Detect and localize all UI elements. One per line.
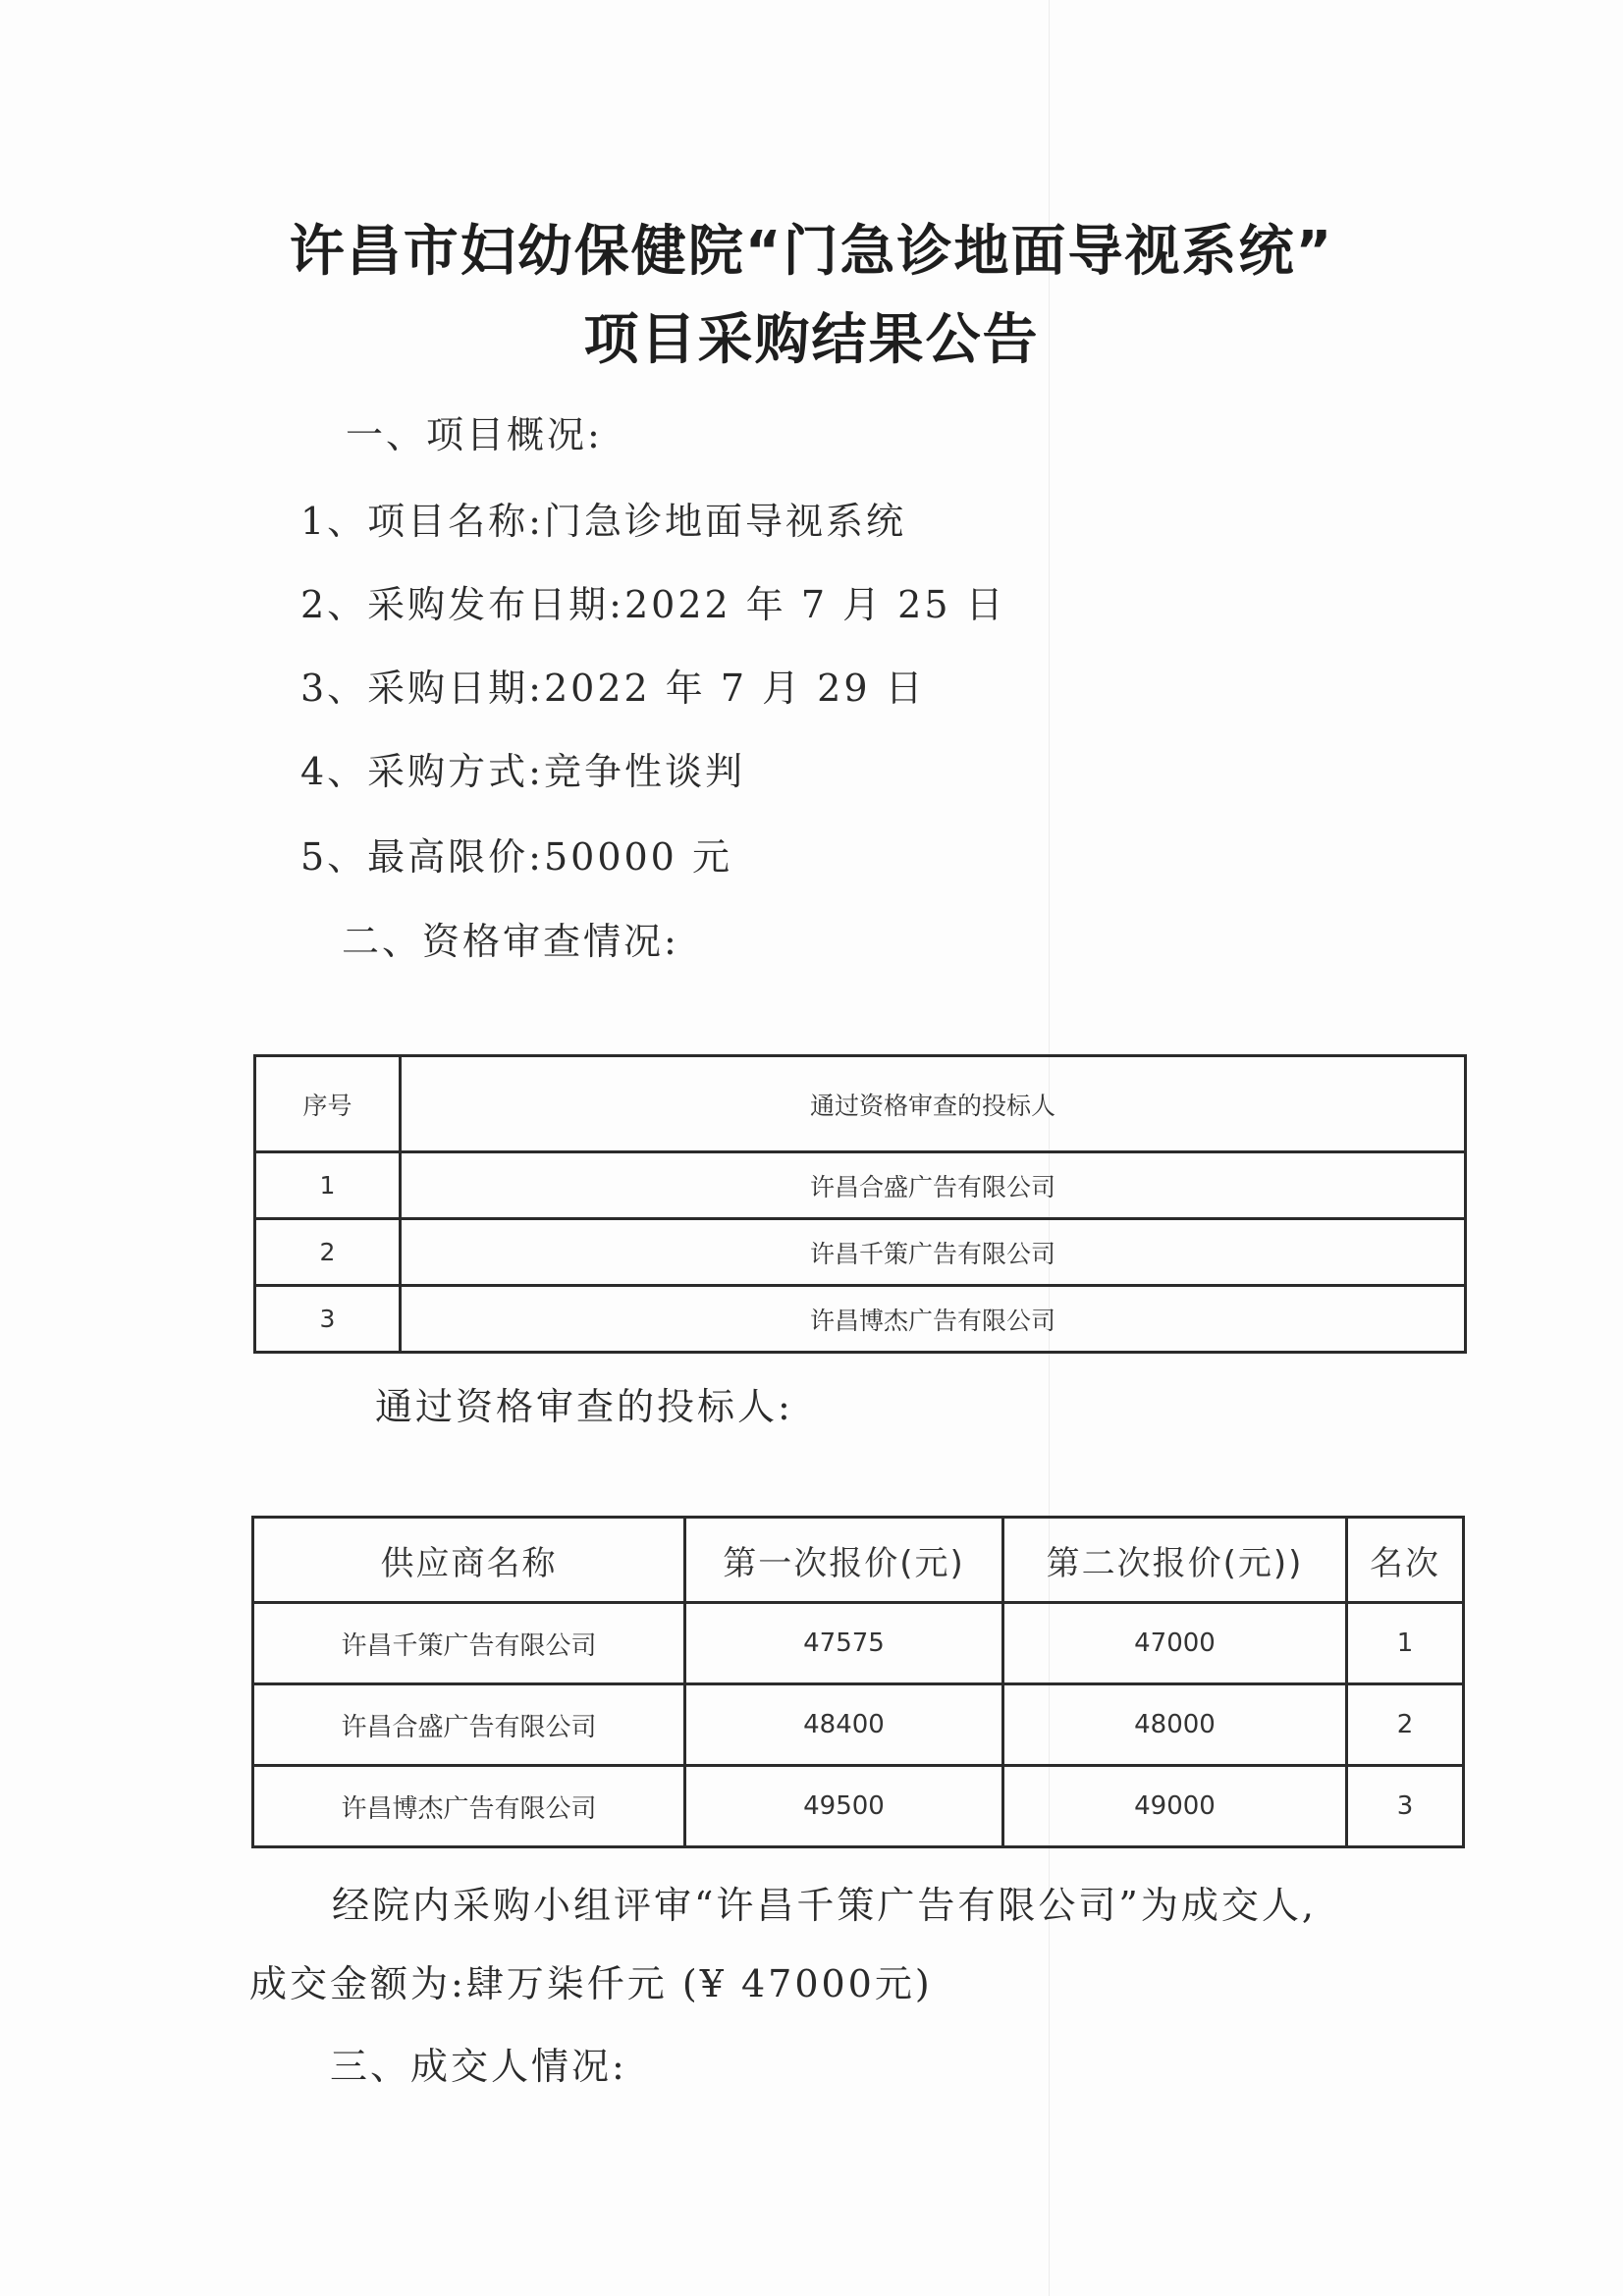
procurement-method: 4、采购方式:竞争性谈判	[300, 750, 745, 793]
header-qualified-bidder: 通过资格审查的投标人	[401, 1056, 1466, 1152]
table-row	[255, 1219, 1466, 1286]
contract-amount: 成交金额为:肆万柒仟元 (¥ 47000元)	[249, 1962, 933, 2005]
cell-bidder: 许昌博杰广告有限公司	[401, 1286, 1466, 1353]
cell-bidder: 许昌合盛广告有限公司	[401, 1152, 1466, 1219]
document-title-line2: 项目采购结果公告	[583, 308, 1040, 372]
cell-serial: 1	[255, 1152, 401, 1219]
table-header-row	[255, 1056, 1466, 1152]
cell-rank: 3	[1347, 1766, 1464, 1847]
header-first-quote: 第一次报价(元)	[685, 1518, 1003, 1603]
cell-first-quote: 49500	[685, 1766, 1003, 1847]
cell-supplier: 许昌千策广告有限公司	[253, 1603, 685, 1684]
cell-supplier: 许昌合盛广告有限公司	[253, 1684, 685, 1766]
cell-second-quote: 49000	[1003, 1766, 1347, 1847]
cell-first-quote: 47575	[685, 1603, 1003, 1684]
table-row	[255, 1286, 1466, 1353]
quotation-table	[251, 1516, 1465, 1848]
cell-supplier: 许昌博杰广告有限公司	[253, 1766, 685, 1847]
document-title-line1: 许昌市妇幼保健院“门急诊地面导视系统”	[289, 220, 1334, 284]
table-row	[255, 1152, 1466, 1219]
table-row	[253, 1766, 1464, 1847]
header-supplier: 供应商名称	[253, 1518, 685, 1603]
header-rank: 名次	[1347, 1518, 1464, 1603]
section1-heading: 一、项目概况:	[346, 413, 603, 456]
header-second-quote: 第二次报价(元))	[1003, 1518, 1347, 1603]
table-row	[253, 1684, 1464, 1766]
cell-rank: 1	[1347, 1603, 1464, 1684]
result-statement: 经院内采购小组评审“许昌千策广告有限公司”为成交人,	[332, 1884, 1317, 1927]
cell-serial: 3	[255, 1286, 401, 1353]
cell-second-quote: 47000	[1003, 1603, 1347, 1684]
qualification-table	[253, 1054, 1467, 1354]
cell-bidder: 许昌千策广告有限公司	[401, 1219, 1466, 1286]
cell-second-quote: 48000	[1003, 1684, 1347, 1766]
project-name: 1、项目名称:门急诊地面导视系统	[300, 500, 906, 543]
section3-heading: 三、成交人情况:	[330, 2045, 627, 2088]
table-header-row	[253, 1518, 1464, 1603]
cell-serial: 2	[255, 1219, 401, 1286]
cell-first-quote: 48400	[685, 1684, 1003, 1766]
cell-rank: 2	[1347, 1684, 1464, 1766]
header-serial: 序号	[255, 1056, 401, 1152]
section2-heading: 二、资格审查情况:	[342, 920, 679, 963]
price-ceiling: 5、最高限价:50000 元	[300, 835, 732, 879]
publish-date: 2、采购发布日期:2022 年 7 月 25 日	[300, 583, 1006, 626]
qualified-bidders-subheading: 通过资格审查的投标人:	[375, 1385, 793, 1428]
table-row	[253, 1603, 1464, 1684]
procurement-date: 3、采购日期:2022 年 7 月 29 日	[300, 667, 926, 710]
